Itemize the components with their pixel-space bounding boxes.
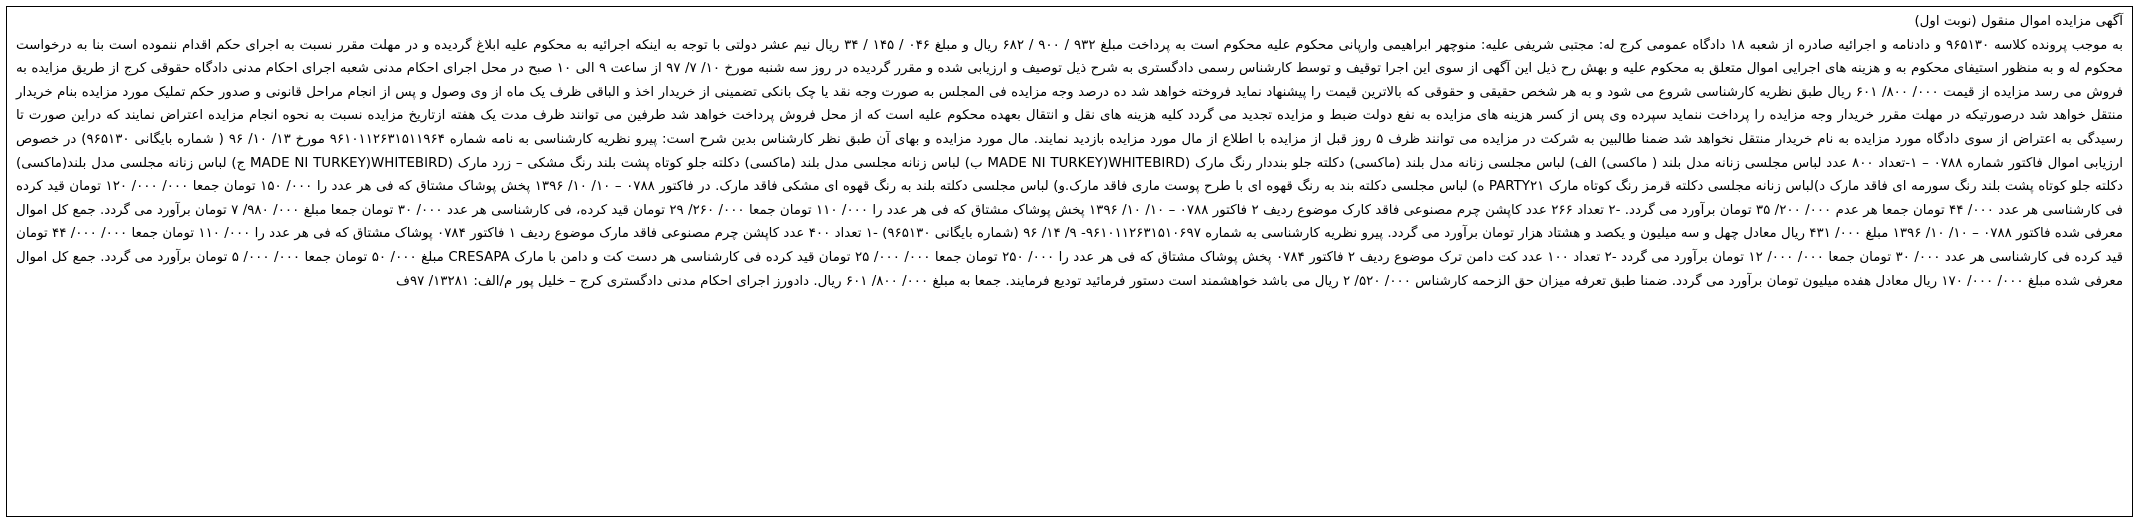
notice-content [7,7,2132,293]
notice-body: به موجب پرونده کلاسه ۹۶۵۱۳۰ و دادنامه و اجرائیه صادره از شعبه ۱۸ دادگاه عمومی کرج له: مجتبی شریفی علیه: منوچهر ابراهیمی وارپانی محکوم علیه محکوم است به پرداخت مبلغ ۹۳۲ / ۹۰۰ / ۶۸۲ ریال و مبلغ ۰۴۶ / ۱۴۵ / ۳۴ ریال نیم عشر دولتی با توجه به اینکه اجرائیه به محکوم علیه ابلاغ گردیده و در مهلت مقرر نسبت به اجرای حکم اقدام ننموده است بنا به درخواست محکوم له و به منظور استیفای محکوم به و هزینه های اجرایی اموال متعلق به محکوم علیه و بهش رح ذیل این آگهی از سوی این اجرا توقیف و توسط کارشناس رسمی دادگستری به شرح ذیل توصیف و ارزیابی شده و مقرر گردیده در روز سه شنبه مورخ ۱۰/ ۷/ ۹۷ از ساعت ۹ الی ۱۰ صبح در محل اجرای احکام مدنی شعبه اجرای احکام مدنی دادگاه حقوقی کرج از طریق مزایده به فروش می رسد مزایده از قیمت ۰۰۰/ ۸۰۰/ ۶۰۱ ریال طبق نظریه کارشناسی شروع می شود و به هر شخص حقیقی و حقوقی که بالاترین قیمت را پیشنهاد نماید فروخته خواهد شد ده درصد وجه مزایده فی المجلس به صورت وجه نقد یا چک بانکی تضمینی از خریدار اخذ و الباقی ظرف یک ماه از وی وصول و پس از انجام مراحل قانونی و صدور حکم تملیک مورد مزایده بنام خریدار منتقل خواهد شد درصورتیکه در مهلت مقرر خریدار وجه مزایده را پرداخت ننماید سپرده وی پس از کسر هزینه های مزایده به نفع دولت ضبط و مزایده تجدید می گردد کلیه هزینه های نقل و انتقال بعهده محکوم علیه است که از محل فروش پرداخت خواهد شد طرفین می توانند ظرف مدت یک هفته ازتاریخ مزایده نسبت به نحوه انجام مزایده اعتراض نمایند که دراین صورت تا رسیدگی به اعتراض از سوی دادگاه مورد مزایده به نام خریدار منتقل نخواهد شد ضمنا طالبین به شرکت در مزایده می توانند ظرف ۵ روز قبل از مزایده با اطلاع از مال مورد مزایده بازدید نمایند. مال مورد مزایده و بهای آن طبق نظر کارشناس بدین شرح است: پیرو نظریه کارشناسی به نامه شماره ۹۶۱۰۱۱۲۶۳۱۵۱۱۹۶۴ مورخ ۱۳/ ۱۰/ ۹۶ ( شماره بایگانی ۹۶۵۱۳۰) در خصوص ارزیابی اموال فاکتور شماره ۰۷۸۸ – ۱-تعداد ۸۰۰ عدد لباس مجلسی زنانه مدل بلند ( ماکسی) الف) لباس مجلسی زنانه مدل بلند (ماکسی) دکلته جلو بنددار رنگ مارک (WHITEBIRD(MADE NI TURKEY ب) لباس زنانه مجلسی مدل بلند (ماکسی) دکلته جلو کوتاه پشت بلند رنگ مشکی – زرد مارک (WHITEBIRD(MADE NI TURKEY ج) لباس زنانه مجلسی مدل بلند(ماکسی) دکلته جلو کوتاه پشت بلند رنگ سورمه ای فاقد مارک د)لباس زنانه مجلسی دکلته قرمز رنگ کوتاه مارک PARTY۲۱ ه) لباس مجلسی دکلته بند به رنگ قهوه ای با طرح پوست ماری فاقد مارک.و) لباس مجلسی دکلته بلند به رنگ قهوه ای مشکی فاقد مارک. در فاکتور ۰۷۸۸ – ۱۰/ ۱۰/ ۱۳۹۶ پخش پوشاک مشتاق که فی هر عدد را ۰۰۰/ ۱۵۰ تومان جمعا ۰۰۰/ ۰۰۰/ ۱۲۰ تومان قید کرده فی کارشناسی هر عدد ۰۰۰/ ۴۴ تومان جمعا هر عدم ۰۰۰/ ۲۰۰/ ۳۵ تومان برآورد می گردد. -۲ تعداد ۲۶۶ عدد کاپشن چرم مصنوعی فاقد کارک موضوع ردیف ۲ فاکتور ۰۷۸۸ – ۱۰/ ۱۰/ ۱۳۹۶ پخش پوشاک مشتاق که فی هر عدد را ۰۰۰/ ۱۱۰ تومان جمعا ۰۰۰/ ۲۶۰/ ۲۹ تومان قید کرده، فی کارشناسی هر عدد ۰۰۰/ ۳۰ تومان جمعا مبلغ ۰۰۰/ ۹۸۰/ ۷ تومان برآورد می گردد. جمع کل اموال معرفی شده فاکتور ۰۷۸۸ – ۱۰/ ۱۰/ ۱۳۹۶ مبلغ ۰۰۰/ ۴۳۱ ریال معادل چهل و سه میلیون و یکصد و هشتاد هزار تومان برآورد می گردد. پیرو نظریه کارشناسی به شماره ۹۶۱۰۱۱۲۶۳۱۵۱۰۶۹۷- ۹/ ۱۴/ ۹۶ (شماره بایگانی ۹۶۵۱۳۰) -۱ تعداد ۴۰۰ عدد کاپشن چرم مصنوعی فاقد مارک موضوع ردیف ۱ فاکتور ۰۷۸۴ پوشاک مشتاق که فی هر عدد را ۰۰۰/ ۱۱۰ تومان جمعا ۰۰۰/ ۰۰۰/ ۴۴ تومان قید کرده فی کارشناسی هر عدد ۰۰۰/ ۳۰ تومان جمعا ۰۰۰/ ۰۰۰/ ۱۲ تومان برآورد می گردد -۲ تعداد ۱۰۰ عدد کت دامن ترک موضوع ردیف ۲ فاکتور ۰۷۸۴ پخش پوشاک مشتاق که فی هر عدد را ۰۰۰/ ۲۵۰ تومان جمعا ۰۰۰/ ۰۰۰/ ۲۵ تومان قید کرده فی کارشناسی هر دست کت و دامن با مارک CRESAPA مبلغ ۰۰۰/ ۵۰ تومان جمعا ۰۰۰/ ۰۰۰/ ۵ تومان برآورد می گردد. جمع کل اموال معرفی شده مبلغ ۰۰۰/ ۰۰۰/ ۱۷۰ ریال معادل هفده میلیون تومان برآورد می گردد. ضمنا طبق تعرفه میزان حق الزحمه کارشناس ۰۰۰/ ۵۲۰/ ۲ ریال می باشد خواهشمند است دستور فرمائید تودیع فرمایند. جمعا به مبلغ ۰۰۰/ ۸۰۰/ ۶۰۱ ریال. دادورز اجرای احکام مدنی دادگستری کرج – خلیل پور م/الف: ۱۳۲۸۱/ ۹۷ف [16,37,2123,289]
notice-title: آگهی مزایده اموال منقول (نوبت اول) [1914,14,2123,29]
notice-frame [6,6,2133,517]
